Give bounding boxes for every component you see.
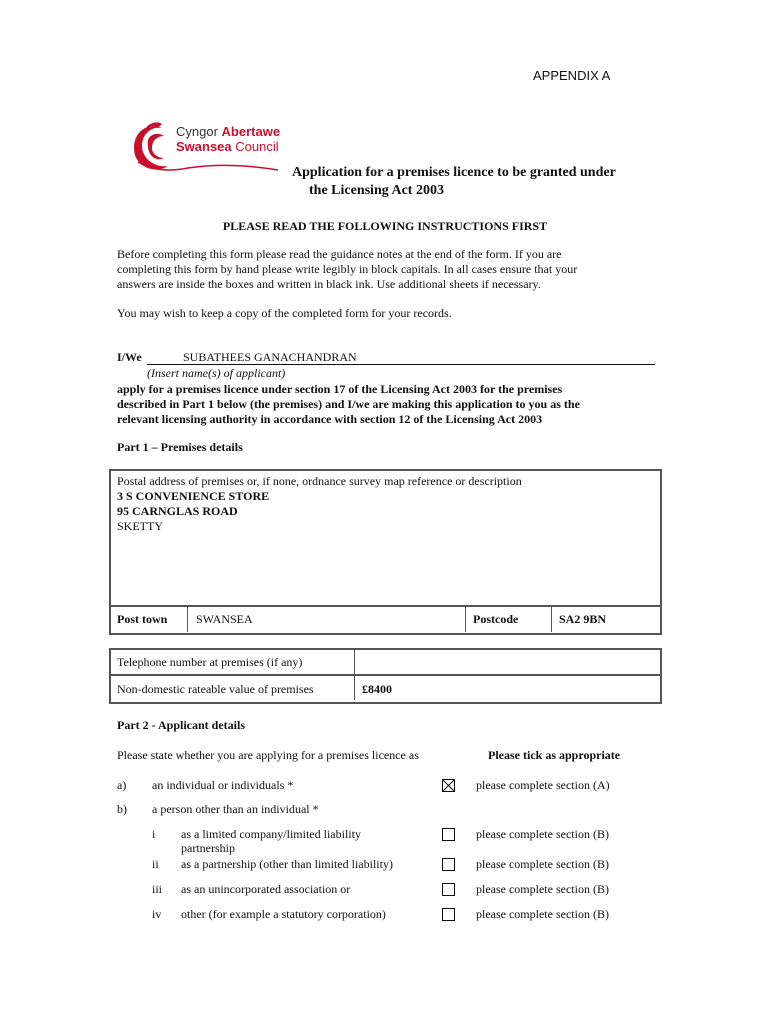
sub-option-label: other (for example a statutory corporation) [181, 907, 386, 921]
cell-divider [187, 606, 188, 632]
limited-company-checkbox[interactable] [442, 828, 455, 841]
title-line-2: the Licensing Act 2003 [309, 183, 444, 198]
instructions-line: completing this form by hand please write legibly in block capitals. In all cases ensure that your [117, 262, 578, 276]
partnership-checkbox[interactable] [442, 858, 455, 871]
other-body-checkbox[interactable] [442, 908, 455, 921]
postcode-field[interactable]: SA2 9BN [559, 612, 607, 626]
sub-option-label: as a partnership (other than limited liability) [181, 857, 393, 871]
tick-heading: Please tick as appropriate [488, 748, 621, 762]
individual-checkbox[interactable] [442, 779, 455, 792]
sub-option-label: as an unincorporated association or [181, 882, 351, 896]
sub-option-note: please complete section (B) [476, 857, 609, 871]
sub-option-note: please complete section (B) [476, 907, 609, 921]
option-b-label: a person other than an individual * [152, 802, 319, 816]
address-line-2[interactable]: 95 CARNGLAS ROAD [117, 504, 238, 518]
applicant-label: I/We [117, 350, 142, 364]
logo-welsh-name: Abertawe [221, 124, 281, 139]
application-statement [117, 382, 677, 427]
applicant-name-field[interactable]: SUBATHEES GANACHANDRAN [183, 350, 357, 364]
applicant-name-hint: (Insert name(s) of applicant) [147, 366, 286, 380]
sub-option-marker: iv [152, 907, 162, 921]
sub-option-marker: ii [152, 857, 159, 871]
option-a-marker: a) [117, 778, 127, 792]
appendix-label: APPENDIX A [533, 68, 611, 83]
cell-divider [465, 606, 466, 632]
instructions-heading: PLEASE READ THE FOLLOWING INSTRUCTIONS FIRST [222, 219, 548, 233]
post-town-divider [109, 605, 660, 607]
rateable-value-field[interactable]: £8400 [362, 682, 392, 696]
statement-line: described in Part 1 below (the premises) and I/we are making this application to you as the [117, 397, 580, 411]
instructions-line: answers are inside the boxes and written in black ink. Use additional sheets if necessary. [117, 277, 541, 291]
option-b-marker: b) [117, 802, 127, 816]
page-title [292, 164, 616, 200]
option-a-label: an individual or individuals * [152, 778, 294, 792]
instructions-paragraph [117, 247, 657, 292]
applicant-type-question: Please state whether you are applying for a premises licence as [117, 748, 419, 762]
post-town-label: Post town [117, 612, 168, 626]
sub-option-note: please complete section (B) [476, 882, 609, 896]
logo-english-suffix: Council [231, 139, 279, 154]
logo-welsh-prefix: Cyngor [176, 124, 222, 139]
rateable-value-label: Non-domestic rateable value of premises [117, 682, 314, 696]
sub-option-note: please complete section (B) [476, 827, 609, 841]
address-label: Postal address of premises or, if none, ordnance survey map reference or description [117, 474, 522, 488]
sub-option-label [181, 827, 361, 855]
council-name [176, 124, 280, 154]
cell-divider [354, 649, 355, 700]
title-line-1: Application for a premises licence to be granted under [292, 165, 616, 180]
logo-english-name: Swansea [176, 139, 232, 154]
part1-heading: Part 1 – Premises details [117, 440, 243, 454]
telephone-label: Telephone number at premises (if any) [117, 655, 303, 669]
sub-option-marker: iii [152, 882, 163, 896]
premises-address-content [117, 474, 522, 534]
statement-line: apply for a premises licence under section 17 of the Licensing Act 2003 for the premises [117, 382, 563, 396]
post-town-field[interactable]: SWANSEA [196, 612, 253, 626]
checked-x-icon [443, 780, 454, 791]
address-line-1[interactable]: 3 S CONVENIENCE STORE [117, 489, 270, 503]
sub-option-label-line: as a limited company/limited liability [181, 827, 361, 841]
instructions-line: Before completing this form please read the guidance notes at the end of the form. If you are [117, 247, 562, 261]
cell-divider [551, 606, 552, 632]
statement-line: relevant licensing authority in accordance with section 12 of the Licensing Act 2003 [117, 412, 543, 426]
row-divider [109, 674, 660, 676]
sub-option-marker: i [152, 827, 156, 841]
sub-option-label-line: partnership [181, 841, 235, 855]
part2-heading: Part 2 - Applicant details [117, 718, 245, 732]
postcode-label: Postcode [473, 612, 519, 626]
unincorporated-association-checkbox[interactable] [442, 883, 455, 896]
records-note: You may wish to keep a copy of the completed form for your records. [117, 306, 452, 320]
option-a-note: please complete section (A) [476, 778, 610, 792]
address-line-3[interactable]: SKETTY [117, 519, 163, 533]
